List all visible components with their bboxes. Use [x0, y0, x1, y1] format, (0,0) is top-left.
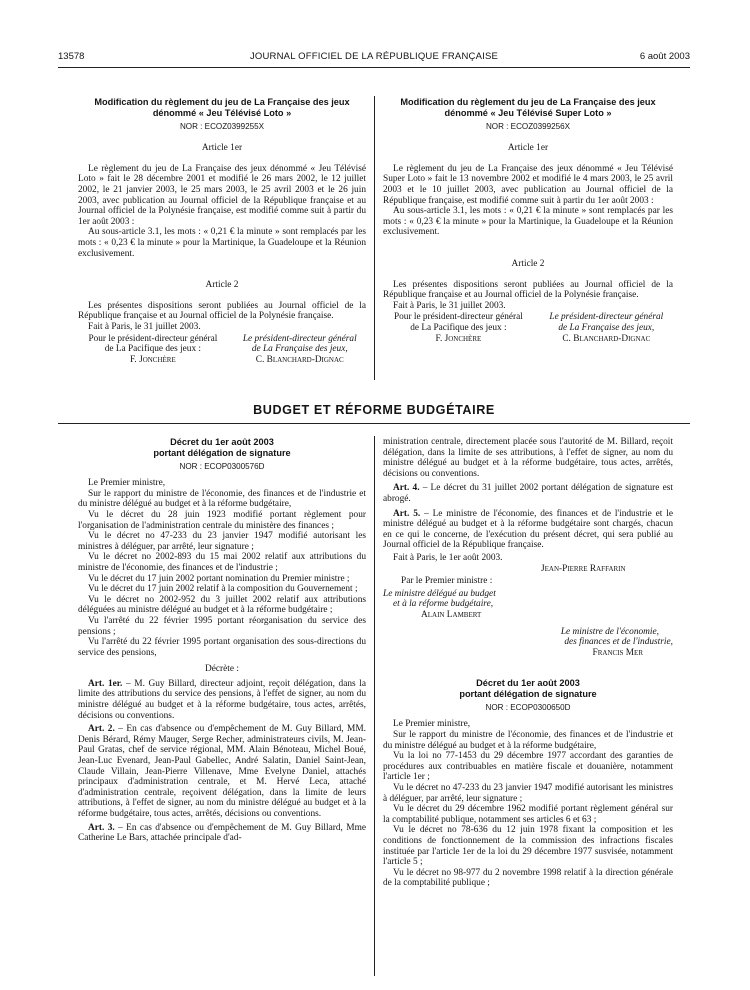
article-label: Art. 2. — [88, 724, 115, 735]
signatory-name: F. Jonchère — [435, 333, 482, 344]
article-paragraph — [78, 724, 366, 819]
page-number: 13578 — [58, 51, 85, 62]
by-prime-minister: Par le Premier ministre : — [401, 576, 493, 587]
visa-paragraph: Vu le décret no 2002-893 du 15 mai 2002 relatif aux attributions du ministre de l'économie, des finances et de l'industrie ; — [78, 552, 366, 573]
article-text: – Le décret du 31 juillet 2002 portant délégation de signature est abrogé. — [383, 483, 673, 504]
running-header — [58, 51, 690, 65]
minister-title: Le ministre délégué au budget — [383, 588, 496, 599]
notice-title: Modification du règlement du jeu de La Française des jeux dénommé « Jeu Télévisé Super Loto » — [400, 97, 656, 118]
prime-minister-name: Jean-Pierre Raffarin — [541, 563, 626, 574]
signature-line: de La Pacifique des jeux : — [104, 344, 202, 355]
signatory-name: C. Blanchard-Dignac — [562, 333, 651, 344]
nor-reference: NOR : ECOZ0399255X — [179, 121, 265, 131]
signature-line: Le président-directeur général — [549, 312, 664, 323]
visa-paragraph: Vu le décret no 47-233 du 23 janvier 1947 modifié autorisant les ministres à déléguer, par arrêté, leur signature ; — [383, 783, 673, 804]
article-heading: Article 1er — [507, 143, 549, 154]
visa-paragraph: Vu le décret du 28 juin 1923 modifié portant règlement pour l'organisation de l'administration centrale du ministère des finances ; — [78, 509, 366, 531]
article-text: – Le ministre de l'économie, des finances et de l'industrie et le ministre délégué au budget et à la réforme budgétaire sont chargés, chacun en ce qui le concerne, de l'exécution du présent décret, qui sera publié au Journal officiel de la République française. — [383, 508, 673, 551]
article-text-continued: ministration centrale, directement placée sous l'autorité de M. Billard, reçoit délégation, dans la limite de ses attributions, à l'effet de signer, au nom du ministre délégué au budget et à la réforme budgétaire, tous actes, arrêtés, décisions ou conventions. — [383, 437, 673, 479]
article-paragraph: Le règlement du jeu de La Française des jeux dénommé « Jeu Télévisé Loto » fait le 28 décembre 2001 et modifié le 26 mars 2002, le 12 juillet 2002, le 21 janvier 2003, le 25 mars 2003, le 25 avril 2003 et le 26 juin 2003, avec publication au Journal officiel de la République française et au Journal officiel de la Polynésie française, est modifié comme suit à partir du 1er août 2003 : — [78, 163, 366, 227]
nor-reference: NOR : ECOZ0399256X — [485, 121, 571, 131]
visa-paragraph: Sur le rapport du ministre de l'économie, des finances et de l'industrie et du ministre délégué au budget et à la réforme budgétaire, — [383, 730, 673, 751]
decree-1 — [78, 437, 366, 844]
minister-name: Francis Mer — [592, 647, 643, 658]
article-paragraph: Au sous-article 3.1, les mots : « 0,21 € la minute » sont remplacés par les mots : « 0,23 € la minute » pour la Martinique, la Guadeloupe et la Réunion exclusivement. — [78, 227, 366, 259]
signature-block — [78, 334, 366, 366]
section-title: BUDGET ET RÉFORME BUDGÉTAIRE — [253, 403, 495, 417]
visa-paragraph: Vu la loi no 77-1453 du 29 décembre 1977 accordant des garanties de procédures aux contribuables en matière fiscale et douanière, notamment l'article 1er ; — [383, 751, 673, 783]
article-label: Art. 5. — [393, 508, 421, 519]
done-at: Fait à Paris, le 1er août 2003. — [393, 552, 503, 563]
decrete-heading: Décrète : — [205, 664, 239, 675]
nor-reference: NOR : ECOP0300650D — [485, 702, 571, 712]
visa-paragraph: Vu le décret du 17 juin 2002 portant nomination du Premier ministre ; — [88, 573, 350, 584]
section-rule — [58, 423, 690, 424]
article-text: – En cas d'absence ou d'empêchement de M. Guy Billard, Mme Catherine Le Bars, attachée principale d'ad- — [78, 822, 366, 844]
issue-date: 6 août 2003 — [639, 51, 690, 62]
minister-title: et à la réforme budgétaire, — [393, 599, 494, 610]
signatory-name: C. Blanchard-Dignac — [255, 354, 344, 365]
visa-paragraph: Vu le décret no 47-233 du 23 janvier 1947 modifié autorisant les ministres à déléguer, par arrêté, leur signature ; — [78, 531, 366, 552]
article-paragraph — [383, 509, 673, 551]
visa-paragraph: Le Premier ministre, — [88, 478, 166, 489]
visa-paragraph: Sur le rapport du ministre de l'économie, des finances et de l'industrie et du ministre délégué au budget et à la réforme budgétaire, — [78, 488, 366, 510]
signature-line: Pour le président-directeur général — [393, 312, 523, 323]
visa-paragraph: Le Premier ministre, — [393, 719, 471, 730]
signature-line: de La Pacifique des jeux : — [410, 322, 507, 333]
decree-subtitle: portant délégation de signature — [153, 447, 291, 458]
article-paragraph: Les présentes dispositions seront publiées au Journal officiel de la République française et au Journal officiel de la Polynésie française. — [383, 279, 673, 301]
article-heading: Article 2 — [205, 280, 239, 291]
article-heading: Article 1er — [201, 143, 243, 154]
nor-reference: NOR : ECOP0300576D — [179, 461, 265, 471]
header-rule — [58, 67, 690, 68]
signature-line: de La Française des jeux, — [251, 344, 348, 355]
journal-title: JOURNAL OFFICIEL DE LA RÉPUBLIQUE FRANÇAISE — [249, 51, 499, 62]
column-divider-bottom — [374, 436, 375, 976]
article-label: Art. 1er. — [88, 678, 123, 689]
article-paragraph: Au sous-article 3.1, les mots : « 0,21 € la minute » sont remplacés par les mots : « 0,23 € la minute » pour la Martinique, la Guadeloupe et la Réunion exclusivement. — [383, 206, 673, 238]
done-at: Fait à Paris, le 31 juillet 2003. — [88, 321, 201, 332]
decree-title: Décret du 1er août 2003 — [476, 678, 580, 689]
article-paragraph — [383, 483, 673, 504]
signature-block — [383, 312, 673, 344]
done-at: Fait à Paris, le 31 juillet 2003. — [393, 300, 506, 311]
article-paragraph — [78, 823, 366, 844]
decree-title: Décret du 1er août 2003 — [170, 437, 274, 447]
article-text: – En cas d'absence ou d'empêchement de M. Guy Billard, MM. Denis Bérard, Rémy Mauger, Serge Recher, administrateurs civils, M. Jean-Paul Gratas, chef de service régional, MM. Alain Bénoteau, Michel Boué, Jean-Luc Evenard, Jean-Paul Gabellec, André Salatin, Daniel Saint-Jean, Claude Villain, Jean-Pierre Villenave, Mme Evelyne Daniel, attachés principaux d'administration centrale, et M. Hervé Leca, attaché d'administration centrale, reçoivent délégation, dans la limite de leurs attributions, à l'effet de signer, au nom du ministre délégué au budget et à la réforme budgétaire, tous actes, arrêtés, décisions ou conventions. — [78, 724, 366, 819]
signatory-name: F. Jonchère — [130, 354, 176, 365]
left-top-notice — [78, 97, 366, 366]
article-heading: Article 2 — [511, 258, 545, 269]
article-paragraph — [78, 679, 366, 721]
article-text: – M. Guy Billard, directeur adjoint, reçoit délégation, dans la limite des attributions du service des pensions, à l'effet de signer, au nom du ministre délégué au budget et à la réforme budgétaire, tous actes, arrêtés, décisions ou conventions. — [78, 678, 366, 721]
visa-paragraph: Vu le décret no 2002-952 du 3 juillet 2002 relatif aux attributions déléguées au ministre délégué au budget et à la réforme budgétaire ; — [78, 594, 366, 616]
minister-name: Alain Lambert — [421, 609, 482, 620]
column-divider-top — [374, 96, 375, 380]
article-label: Art. 4. — [393, 483, 420, 494]
visa-paragraph: Vu l'arrêté du 22 février 1995 portant réorganisation du service des pensions ; — [78, 615, 366, 637]
visa-paragraph: Vu le décret du 29 décembre 1962 modifié portant règlement général sur la comptabilité publique, notamment ses articles 6 et 63 ; — [383, 804, 673, 825]
decree-1-continued — [383, 437, 673, 889]
minister-title: Le ministre de l'économie, — [560, 626, 659, 637]
signature-line: de La Française des jeux, — [558, 322, 655, 333]
visa-paragraph: Vu le décret no 78-636 du 12 juin 1978 fixant la composition et les conditions de fonctionnement de la commission des infractions fiscales instituée par l'article 1er de la loi du 29 décembre 1977 susvisée, notamment l'article 5 ; — [383, 825, 673, 868]
signature-line: Le président-directeur général — [242, 333, 357, 344]
visa-paragraph: Vu le décret du 17 juin 2002 relatif à la composition du Gouvernement ; — [88, 584, 358, 595]
article-paragraph: Le règlement du jeu de La Française des jeux dénommé « Jeu Télévisé Super Loto » fait le 13 novembre 2002 et modifié le 4 mars 2003, le 25 avril 2003 et le 10 juillet 2003, avec publication au Journal officiel de la République française, est modifié comme suit à partir du 1er août 2003 : — [383, 163, 673, 206]
minister-title: des finances et de l'industrie, — [564, 637, 673, 648]
visa-paragraph: Vu l'arrêté du 22 février 1995 portant organisation des sous-directions du service des pensions, — [78, 637, 366, 658]
signature-line: Pour le président-directeur général — [88, 333, 218, 344]
article-label: Art. 3. — [88, 822, 115, 833]
visa-paragraph: Vu le décret no 98-977 du 2 novembre 1998 relatif à la direction générale de la comptabilité publique ; — [383, 867, 673, 889]
notice-title: Modification du règlement du jeu de La Française des jeux dénommé « Jeu Télévisé Loto » — [94, 97, 350, 118]
article-paragraph: Les présentes dispositions seront publiées au Journal officiel de la République française et au Journal officiel de la Polynésie française. — [78, 300, 366, 322]
right-top-notice — [383, 97, 673, 344]
decree-subtitle: portant délégation de signature — [459, 689, 597, 700]
